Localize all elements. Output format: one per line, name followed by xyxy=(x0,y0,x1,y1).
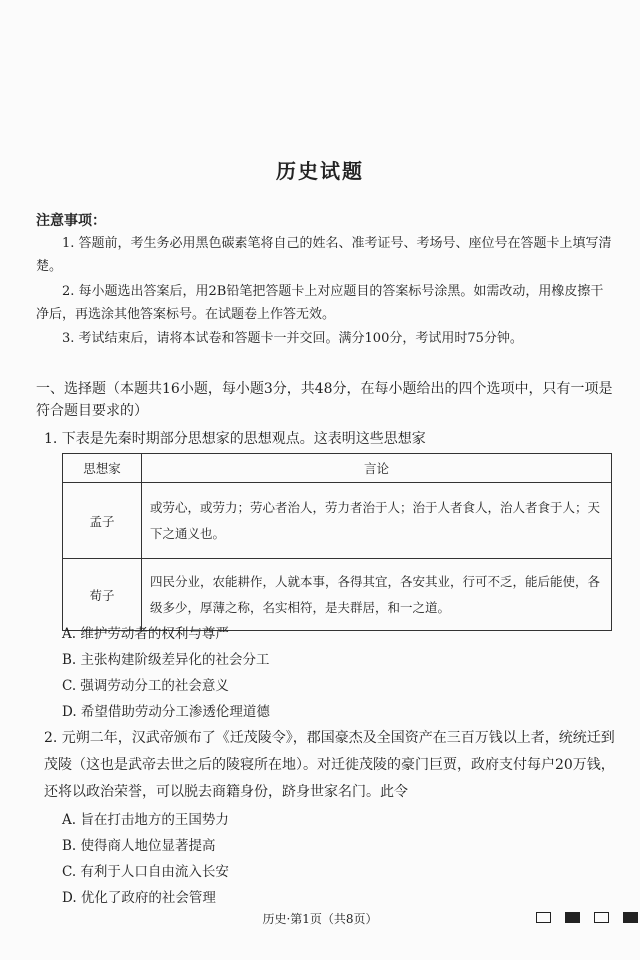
thinker-quote: 或劳心，或劳力；劳心者治人，劳力者治于人；治于人者食人，治人者食于人；天下之通义也。 xyxy=(142,483,612,559)
notice-item-3: 3. 考试结束后，请将本试卷和答题卡一并交回。满分100分，考试用时75分钟。 xyxy=(62,331,523,346)
scan-mark-icon xyxy=(623,912,638,923)
page-footer: 历史·第1页（共8页） xyxy=(262,912,378,926)
thinker-quote: 四民分业，农能耕作，人就本事，各得其宜，各安其业，行可不乏，能后能使，各级多少，厚薄之称，名实相符，是夫群居，和一之道。 xyxy=(142,559,612,631)
q2-option-c: C. 有利于人口自由流入长安 xyxy=(62,864,229,880)
notice-item-2: 2. 每小题选出答案后，用2B铅笔把答题卡上对应题目的答案标号涂黑。如需改动，用橡皮擦干净后，再选涂其他答案标号。在试题卷上作答无效。 xyxy=(36,284,604,322)
thinkers-table xyxy=(62,453,612,631)
table-row xyxy=(63,483,612,559)
table-header-quote: 言论 xyxy=(142,454,612,483)
question-1-stem: 1. 下表是先秦时期部分思想家的思想观点。这表明这些思想家 xyxy=(44,431,426,447)
thinker-name: 孟子 xyxy=(63,483,142,559)
notice-heading: 注意事项： xyxy=(36,213,106,229)
page-title: 历史试题 xyxy=(276,159,364,183)
section-heading: 一、选择题（本题共16小题，每小题3分，共48分，在每小题给出的四个选项中，只有一项是符合题目要求的） xyxy=(36,381,613,419)
q2-option-d: D. 优化了政府的社会管理 xyxy=(62,890,216,906)
scan-marks xyxy=(536,912,638,923)
table-header-thinker: 思想家 xyxy=(63,454,142,483)
thinker-name: 荀子 xyxy=(63,559,142,631)
notice-item-1: 1. 答题前，考生务必用黑色碳素笔将自己的姓名、准考证号、考场号、座位号在答题卡上填写清楚。 xyxy=(36,236,612,274)
scan-mark-icon xyxy=(536,912,551,923)
q1-option-b: B. 主张构建阶级差异化的社会分工 xyxy=(62,652,270,668)
q2-option-a: A. 旨在打击地方的王国势力 xyxy=(62,812,229,828)
q1-option-d: D. 希望借助劳动分工渗透伦理道德 xyxy=(62,704,270,720)
q1-option-c: C. 强调劳动分工的社会意义 xyxy=(62,678,229,694)
table-row xyxy=(63,559,612,631)
question-2-stem: 2. 元朔二年，汉武帝颁布了《迁茂陵令》，郡国豪杰及全国资产在三百万钱以上者，统统迁到茂陵（这也是武帝去世之后的陵寝所在地）。对迁徙茂陵的豪门巨贾，政府支付每户20万钱，还将以政治荣誉，可以脱去商籍身份，跻身世家名门。此令 xyxy=(44,730,615,800)
q2-option-b: B. 使得商人地位显著提高 xyxy=(62,838,216,854)
scan-mark-icon xyxy=(594,912,609,923)
scan-mark-icon xyxy=(565,912,580,923)
q1-option-a: A. 维护劳动者的权利与尊严 xyxy=(62,626,229,642)
